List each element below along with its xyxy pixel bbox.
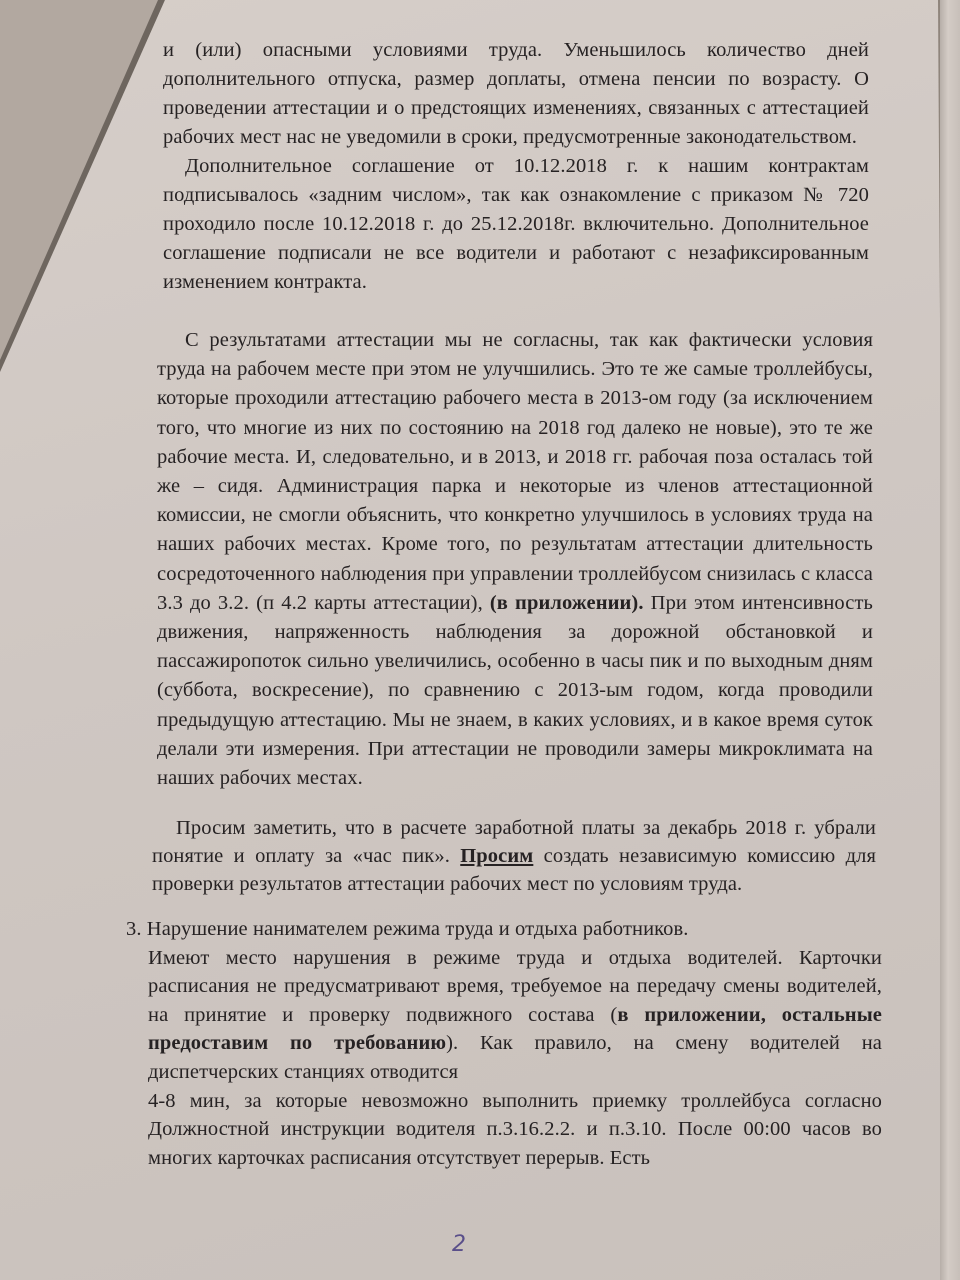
text-block-request (152, 814, 876, 899)
paragraph-3-bold-ref: (в приложении). (489, 591, 644, 614)
section-3-paragraph (148, 944, 882, 1087)
section-3-tail: 4-8 мин, за которые невозможно выполнить приемку троллейбуса согласно Должностной инструкции водителя п.3.16.2.2. и п.3.10. После 00:00 часов во многих карточках расписания отсутствует перерыв. Есть (148, 1089, 882, 1169)
paragraph-4-start: Просим заметить, что в расчете заработной платы за декабрь 2018 г. убрали понятие и оплату за «час пик». (152, 817, 876, 868)
text-block-results (157, 326, 873, 793)
paragraph-4-end: создать независимую комиссию для проверки результатов аттестации рабочих мест по условиям труда. (152, 845, 876, 896)
section-3-start: Имеют место нарушения в режиме труда и отдыха водителей. Карточки расписания не предусматривают время, требуемое на передачу смены водителей, на принятие и проверку подвижного состава ( (148, 946, 882, 1026)
paragraph-3-end: При этом интенсивность движения, напряженность наблюдения за дорожной обстановкой и пассажиропоток сильно увеличились, особенно в часы пик и по выходным дням (суббота, воскресение), по сравнению с 2013-ым годом, когда проводили предыдущую аттестацию. Мы не знаем, в каких условиях, и в какое время суток делали эти измерения. При аттестации не проводили замеры микроклимата на наших рабочих местах. (157, 591, 873, 790)
paragraph-4 (152, 814, 876, 899)
section-3-heading: 3. Нарушение нанимателем режима труда и отдыха работников. (126, 918, 689, 940)
section-3-bold: в приложении, остальные предоставим по требованию (148, 1003, 882, 1055)
paragraph-1: и (или) опасными условиями труда. Уменьшилось количество дней дополнительного отпуска, размер доплаты, отмена пенсии по возрасту. О проведении аттестации и о предстоящих изменениях, связанных с аттестацией рабочих мест нас не уведомили в сроки, предусмотренные законодательством. (163, 39, 869, 148)
right-page-edge (940, 0, 960, 1280)
paragraph-3-start: С результатами аттестации мы не согласны, так как фактически условия труда на рабочем месте при этом не улучшились. Это те же самые троллейбусы, которые проходили аттестацию рабочего места в 2013-ом году (за исключением того, что многие из них по состоянию на 2018 год далеко не новые), это те же рабочие места. И, следовательно, и в 2013, и 2018 гг. рабочая поза осталась той же – сидя. Администрация парка и некоторые из членов аттестационной комиссии, не смогли объяснить, что конкретно улучшилось в условиях труда на наших рабочих местах. Кроме того, по результатам аттестации длительность сосредоточенного наблюдения при управлении троллейбусом снизилась с класса 3.3 до 3.2. (п 4.2 карты аттестации), (157, 329, 873, 614)
paragraph-4-underlined: Просим (460, 845, 534, 868)
page-number: 2 (452, 1232, 466, 1257)
section-3-end: ). Как правило, на смену водителей на диспетчерских станциях отводится (148, 1032, 882, 1083)
text-block-top (163, 36, 869, 297)
section-3-body (148, 944, 882, 1173)
paragraph-3 (157, 326, 873, 793)
paragraph-2: Дополнительное соглашение от 10.12.2018 г. к нашим контрактам подписывалось «задним числом», так как ознакомление с приказом № 720 проходило после 10.12.2018 г. до 25.12.2018г. включительно. Дополнительное соглашение подписали не все водители и работают с незафиксированным изменением контракта. (163, 155, 869, 293)
section-3 (126, 915, 882, 1172)
